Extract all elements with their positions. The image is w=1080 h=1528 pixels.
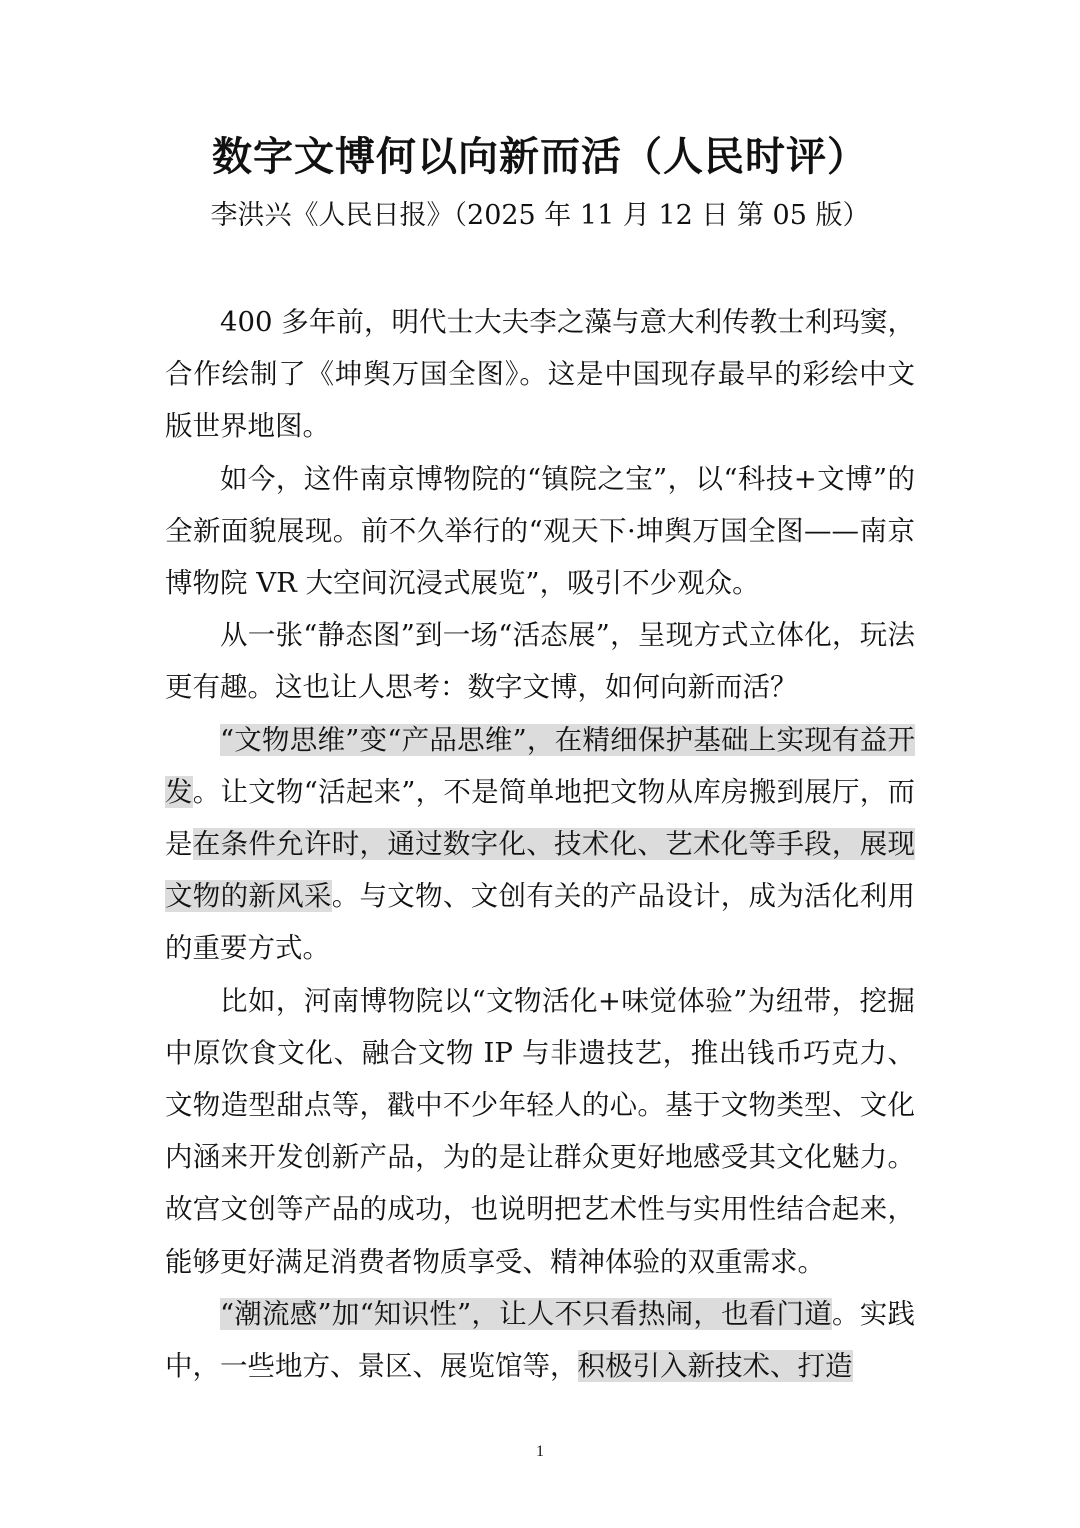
highlighted-text: “潮流感”加“知识性”，让人不只看热闹，也看门道: [220, 1297, 833, 1330]
paragraph-3: 从一张“静态图”到一场“活态展”，呈现方式立体化，玩法更有趣。这也让人思考：数字文博，如何向新而活？: [165, 619, 915, 704]
article-byline: 李洪兴《人民日报》（2025 年 11 月 12 日 第 05 版）: [210, 200, 870, 231]
article-title: 数字文博何以向新而活（人民时评）: [212, 133, 868, 180]
paragraph-4: [165, 714, 915, 975]
highlighted-text: 积极引入新技术、打造: [577, 1350, 853, 1383]
page-number: 1: [536, 1443, 544, 1460]
paragraph-6: [165, 1288, 915, 1392]
paragraph-5: 比如，河南博物院以“文物活化+味觉体验”为纽带，挖掘中原饮食文化、融合文物 IP 与非遗技艺，推出钱币巧克力、文物造型甜点等，戳中不少年轻人的心。基于文物类型、文化内涵来开发创新产品，为的是让群众更好地感受其文化魅力。故宫文创等产品的成功，也说明把艺术性与实用性结合起来，能够更好满足消费者物质享受、精神体验的双重需求。: [165, 984, 915, 1278]
paragraph-text: 。实践中，一些地方、景区、展览馆等，: [165, 1297, 916, 1383]
highlighted-text: “文物思维”变“产品思维”，在精细保护基础上实现有益开发: [165, 723, 915, 808]
paragraph-1: 400 多年前，明代士大夫李之藻与意大利传教士利玛窦，合作绘制了《坤舆万国全图》。这是中国现存最早的彩绘中文版世界地图。: [165, 306, 915, 443]
highlighted-text: 在条件允许时，通过数字化、技术化、艺术化等手段，展现文物的新风采: [165, 828, 916, 913]
paragraph-text: 。让文物“活起来”，不是简单地把文物从库房搬到展厅，而是: [165, 775, 916, 861]
paragraph-text: 。与文物、文创有关的产品设计，成为活化利用的重要方式。: [165, 880, 916, 965]
article-body: [165, 296, 915, 1392]
paragraph-2: 如今，这件南京博物院的“镇院之宝”，以“科技+文博”的全新面貌展现。前不久举行的“观天下·坤舆万国全图——南京博物院 VR 大空间沉浸式展览”，吸引不少观众。: [165, 462, 915, 600]
